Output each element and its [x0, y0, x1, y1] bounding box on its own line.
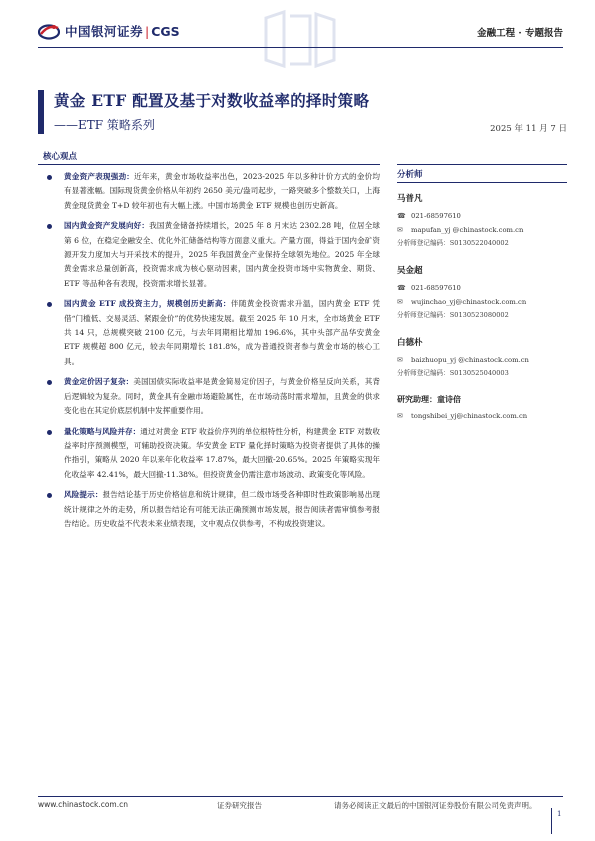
bullet-lead: 国内黄金资产发展向好：	[64, 221, 150, 231]
page-number-bar	[551, 808, 552, 834]
bullet-dot-icon	[47, 493, 52, 498]
bullet-dot-icon	[47, 430, 52, 435]
phone-icon: ☎	[397, 284, 406, 292]
brand-name-cn: 中国银河证券	[65, 24, 144, 39]
header-divider	[38, 47, 563, 48]
bullet-text: 近年来，黄金市场收益率出色，2023-2025 年以多种计价方式的金价均有显著涨幅。国际现货黄金价格从年初约 2650 美元/盎司起步，一路突破多个整数关口，上海黄金现货黄金 T+D 较年初也有大幅上涨。中国市场黄金 ETF 规模也创历史新高。	[64, 172, 380, 210]
bullet-text: 美国国债实际收益率是黄金简易定价因子，与黄金价格呈反向关系，其背后逻辑较为复杂。同时，黄金具有金融市场避险属性，在市场动荡时需求增加，且黄金的供求变化也在其定价底层机制中发挥重要作用。	[64, 377, 380, 416]
research-assistant	[397, 394, 567, 423]
list-item	[44, 297, 380, 369]
report-title: 黄金 ETF 配置及基于对数收益率的择时策略	[54, 91, 370, 110]
list-item	[44, 375, 380, 418]
galaxy-logo-icon	[38, 22, 60, 40]
envelope-icon: ✉	[397, 226, 403, 234]
list-item	[44, 488, 380, 531]
email-link[interactable]: mapufan_yj @chinastock.com.cn	[411, 226, 524, 234]
bullet-lead: 黄金资产表现强劲：	[64, 172, 135, 181]
analyst-phone	[397, 209, 567, 223]
phone-number: 021-68597610	[411, 284, 461, 292]
envelope-icon: ✉	[397, 356, 403, 364]
bullet-lead: 量化策略与风险并存：	[64, 426, 141, 436]
bullet-dot-icon	[47, 380, 52, 385]
brand-name-en: CGS	[151, 23, 180, 39]
core-views-list	[44, 166, 380, 531]
footer-divider	[38, 796, 563, 797]
section-label-core-views: 核心观点	[43, 152, 78, 162]
assistant-name: 研究助理：童诗倍	[397, 394, 461, 404]
list-item	[44, 170, 380, 213]
report-type: 金融工程 · 专题报告	[477, 28, 563, 39]
analyst-name: 吴金超	[397, 266, 423, 276]
cgs-watermark-icon	[260, 8, 340, 72]
bullet-dot-icon	[47, 224, 52, 229]
envelope-icon: ✉	[397, 412, 403, 420]
analyst-email[interactable]	[397, 353, 567, 367]
email-link[interactable]: baizhuopu_yj @chinastock.com.cn	[411, 356, 529, 364]
analyst-name: 白德朴	[397, 338, 423, 348]
footer-website-link[interactable]: www.chinastock.com.cn	[38, 800, 128, 809]
bullet-lead: 黄金定价因子复杂：	[64, 377, 134, 387]
list-item	[44, 425, 380, 483]
registration-code: 分析师登记编码：S0130522040002	[397, 239, 509, 247]
footer-disclaimer: 请务必阅读正文最后的中国银河证券股份有限公司免责声明。	[334, 801, 537, 810]
report-date: 2025 年 11 月 7 日	[490, 124, 567, 134]
footer-report-type: 证券研究报告	[217, 801, 262, 810]
analyst-phone	[397, 281, 567, 295]
bullet-dot-icon	[47, 302, 52, 307]
section-divider	[38, 164, 380, 165]
bullet-text: 我国黄金储备持续增长，2025 年 8 月末达 2302.28 吨，位居全球第 6 位，在稳定金融安全、优化外汇储备结构等方面意义重大。产量方面，得益于国内金矿资源开发力度加大与开采技术的提升，2025 年我国黄金产业保持全球领先地位。2025 年全球黄金需求总量创新高，投资需求成为核心驱动因素，国内黄金投资市场中实物黄金、期货、ETF 等品种各有表现，投资需求增长显著。	[64, 221, 380, 288]
sidebar-heading: 分析师	[397, 164, 567, 183]
page-number: 1	[557, 810, 562, 818]
analyst-card	[397, 336, 567, 380]
assistant-email[interactable]	[397, 409, 567, 423]
bullet-text: 通过对黄金 ETF 收益价序列的单位根特性分析，构建黄金 ETF 对数收益率时序预测模型，可辅助投资决策。华安黄金 ETF 量化择时策略为投资者提供了具体的操作指引，策略从 2020 年以来年化收益率 17.87%，最大回撤-20.65%。2025 年策略实现年化收益率 42.41%，最大回撤-11.38%。但投资黄金仍需注意市场波动、政策变化等风险。	[64, 426, 380, 479]
title-accent-bar	[38, 90, 44, 134]
phone-number: 021-68597610	[411, 212, 461, 220]
analyst-name: 马普凡	[397, 194, 423, 204]
brand-logo	[38, 22, 180, 40]
analyst-email[interactable]	[397, 295, 567, 309]
bullet-lead: 风险提示：	[64, 490, 103, 500]
bullet-text: 伴随黄金投资需求升温，国内黄金 ETF 凭借“门槛低、交易灵活、紧跟金价”的优势快速发展。截至 2025 年 10 月末，全市场黄金 ETF 共 14 只，总规模突破 2100 亿元，与去年同期相比增加 196.6%，其中头部产品华安黄金 ETF 规模超 800 亿元，较去年同期增长 181.8%，成为普通投资者参与黄金市场的核心工具。	[64, 299, 380, 366]
phone-icon: ☎	[397, 212, 406, 220]
report-subtitle: ——ETF 策略系列	[54, 118, 155, 132]
registration-code: 分析师登记编码：S0130525040003	[397, 369, 509, 377]
bullet-text: 报告结论基于历史价格信息和统计规律，但二级市场受各种即时性政策影响易出现统计规律之外的走势，所以报告结论有可能无法正确预测市场发展，报告阅读者需审慎参考报告结论。历史收益不代表未来业绩表现，文中观点仅供参考，不构成投资建议。	[64, 490, 381, 528]
registration-code: 分析师登记编码：S0130523080002	[397, 311, 509, 319]
analyst-card	[397, 264, 567, 322]
bullet-dot-icon	[47, 175, 52, 180]
bullet-lead: 国内黄金 ETF 成投资主力，规模创历史新高：	[64, 299, 231, 309]
analyst-sidebar	[397, 164, 567, 423]
email-link[interactable]: wujinchao_yj@chinastock.com.cn	[411, 298, 527, 306]
envelope-icon: ✉	[397, 298, 403, 306]
email-link[interactable]: tongshibei_yj@chinastock.com.cn	[411, 412, 528, 420]
brand-separator: |	[145, 23, 150, 39]
analyst-email[interactable]	[397, 223, 567, 237]
analyst-card	[397, 192, 567, 250]
list-item	[44, 219, 380, 291]
